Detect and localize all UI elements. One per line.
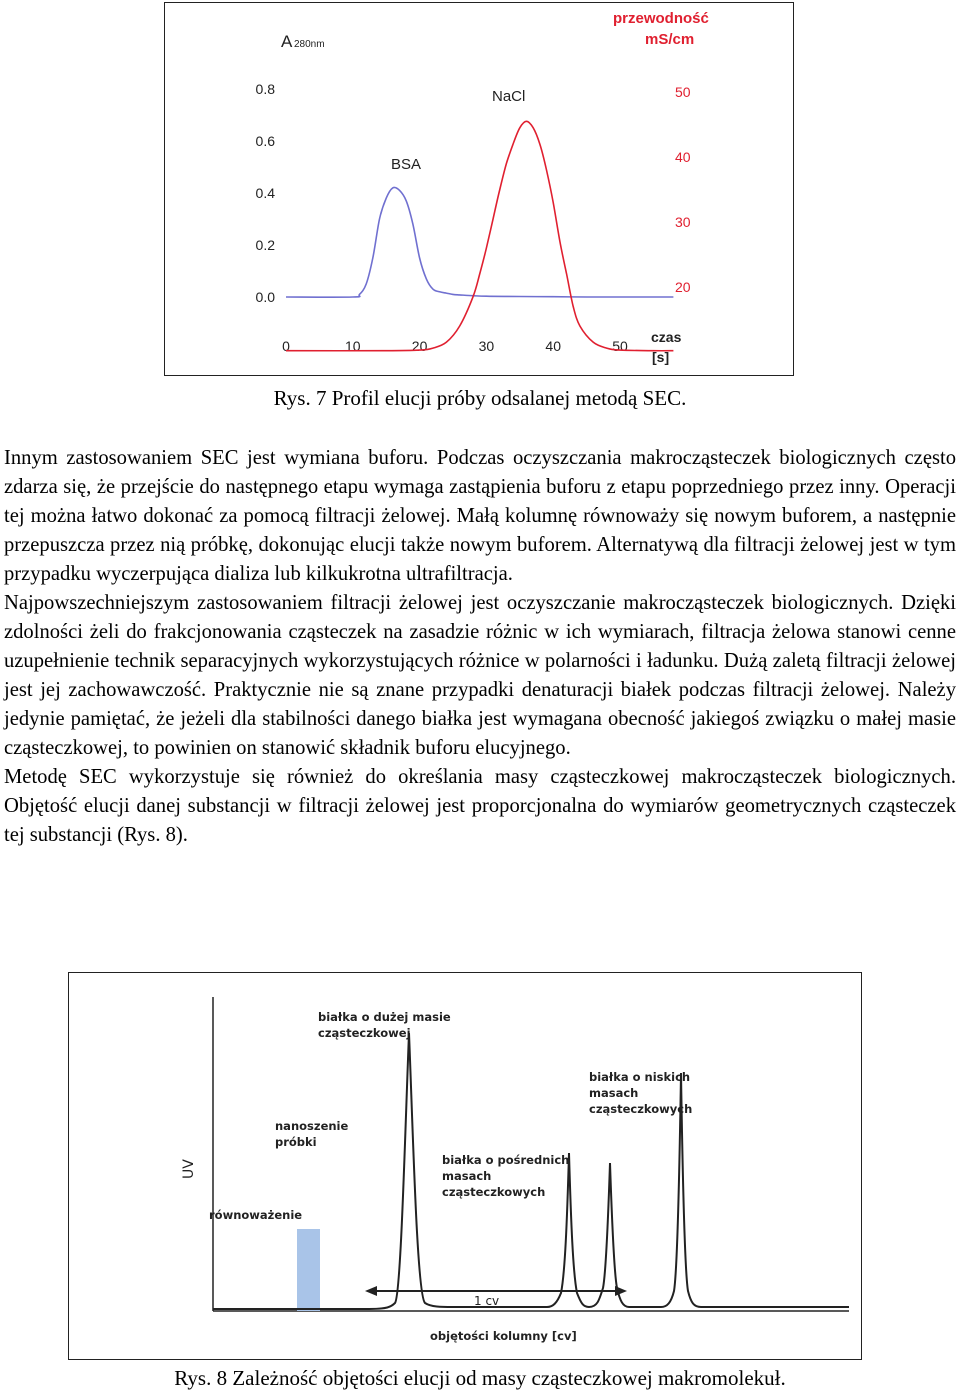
- cv-label: 1 cv: [474, 1294, 500, 1308]
- y-tick-label: 0.8: [255, 81, 275, 97]
- figure-sec-diagram: [68, 972, 862, 1360]
- x-tick-label: 50: [612, 338, 628, 354]
- figure-elution-profile: [164, 2, 794, 376]
- y-tick-label: 0.4: [255, 185, 275, 201]
- y2-axis-title-line2: mS/cm: [645, 31, 695, 48]
- x-axis-title-line2: [s]: [652, 349, 670, 365]
- paragraph-2: Najpowszechniejszym zastosowaniem filtracji żelowej jest oczyszczanie makrocząsteczek biologicznych. Dzięki zdolności żeli do frakcjonowania cząsteczek na zasadzie różnic w ich wymiarach, filtracja żelowa stanowi cenne uzupełnienie technik separacyjnych wykorzystujących różnice w polarności i ładunku. Dużą zaletą filtracji żelowej jest jej zachowawczość. Praktycznie nie są znane przypadki denaturacji białek podczas filtracji żelowej. Należy jedynie pamiętać, że jeżeli dla stabilności danego białka jest wymagana obecność jakiegoś związku o małej masie cząsteczkowej, to powinien on stanowić składnik buforu elucyjnego.: [4, 592, 956, 759]
- x-tick-label: 10: [345, 338, 361, 354]
- figure-caption-1: Rys. 7 Profil elucji próby odsalanej metodą SEC.: [273, 386, 687, 410]
- uv-axis-label: UV: [181, 1159, 197, 1179]
- y2-tick-label: 30: [675, 214, 691, 230]
- label-mid-line3: cząsteczkowych: [442, 1185, 546, 1199]
- label-injection-line1: nanoszenie: [275, 1119, 349, 1133]
- x-tick-label: 40: [545, 338, 561, 354]
- x-axis-label: objętości kolumny [cv]: [430, 1329, 577, 1343]
- y-tick-label: 0.2: [255, 237, 275, 253]
- label-equilibration: równoważenie: [209, 1208, 303, 1222]
- x-axis-title-line1: czas: [651, 329, 682, 345]
- y-tick-label: 0.0: [255, 289, 275, 305]
- body-text: [4, 444, 956, 850]
- label-injection-line2: próbki: [275, 1135, 317, 1149]
- y2-tick-label: 20: [675, 279, 691, 295]
- elution-chart: [165, 3, 795, 377]
- y2-axis-title-line1: przewodność: [613, 10, 709, 27]
- peak-label-bsa: BSA: [391, 156, 422, 173]
- cv-arrow-left-head: [365, 1286, 377, 1296]
- label-mid-line1: białka o pośrednich: [442, 1153, 570, 1167]
- x-tick-label: 30: [478, 338, 495, 354]
- series-line-bsa: [286, 187, 673, 297]
- sec-diagram: [69, 973, 863, 1361]
- x-tick-label: 0: [282, 338, 290, 354]
- y-axis-title-main: A: [281, 32, 293, 51]
- sample-injection-bar: [297, 1229, 320, 1311]
- x-tick-label: 20: [411, 338, 428, 354]
- label-high-line2: cząsteczkowej: [318, 1026, 411, 1040]
- cv-arrow-right-head: [615, 1286, 627, 1296]
- y-tick-label: 0.6: [255, 133, 275, 149]
- peak-label-nacl: NaCl: [492, 88, 526, 105]
- y-axis-title-sub: 280nm: [294, 39, 325, 50]
- label-low-line1: białka o niskich: [589, 1070, 691, 1084]
- series-line-nacl: [286, 121, 673, 350]
- label-high-line1: białka o dużej masie: [318, 1010, 451, 1024]
- label-mid-line2: masach: [442, 1169, 492, 1183]
- y2-tick-label: 50: [675, 84, 691, 100]
- label-low-line3: cząsteczkowych: [589, 1102, 693, 1116]
- label-low-line2: masach: [589, 1086, 639, 1100]
- paragraph-3: Metodę SEC wykorzystuje się również do określania masy cząsteczkowej makrocząsteczek biologicznych. Objętość elucji danej substancji w filtracji żelowej jest proporcjonalna do wymiarów geometrycznych cząsteczek tej substancji (Rys. 8).: [4, 766, 956, 846]
- paragraph-1: Innym zastosowaniem SEC jest wymiana buforu. Podczas oczyszczania makrocząsteczek biologicznych często zdarza się, że przejście do następnego etapu wymaga zastąpienia buforu z etapu poprzedniego przez inny. Operacji tej można łatwo dokonać za pomocą filtracji żelowej. Małą kolumnę równoważy się nowym buforem, a następnie przepuszcza przez nią próbkę, dokonując elucji także nowym buforem. Alternatywą dla filtracji żelowej jest w tym przypadku wyczerpująca dializa lub kilkukrotna ultrafiltracja.: [4, 447, 956, 585]
- figure-caption-2: Rys. 8 Zależność objętości elucji od masy cząsteczkowej makromolekuł.: [174, 1366, 786, 1390]
- y2-tick-label: 40: [675, 149, 691, 165]
